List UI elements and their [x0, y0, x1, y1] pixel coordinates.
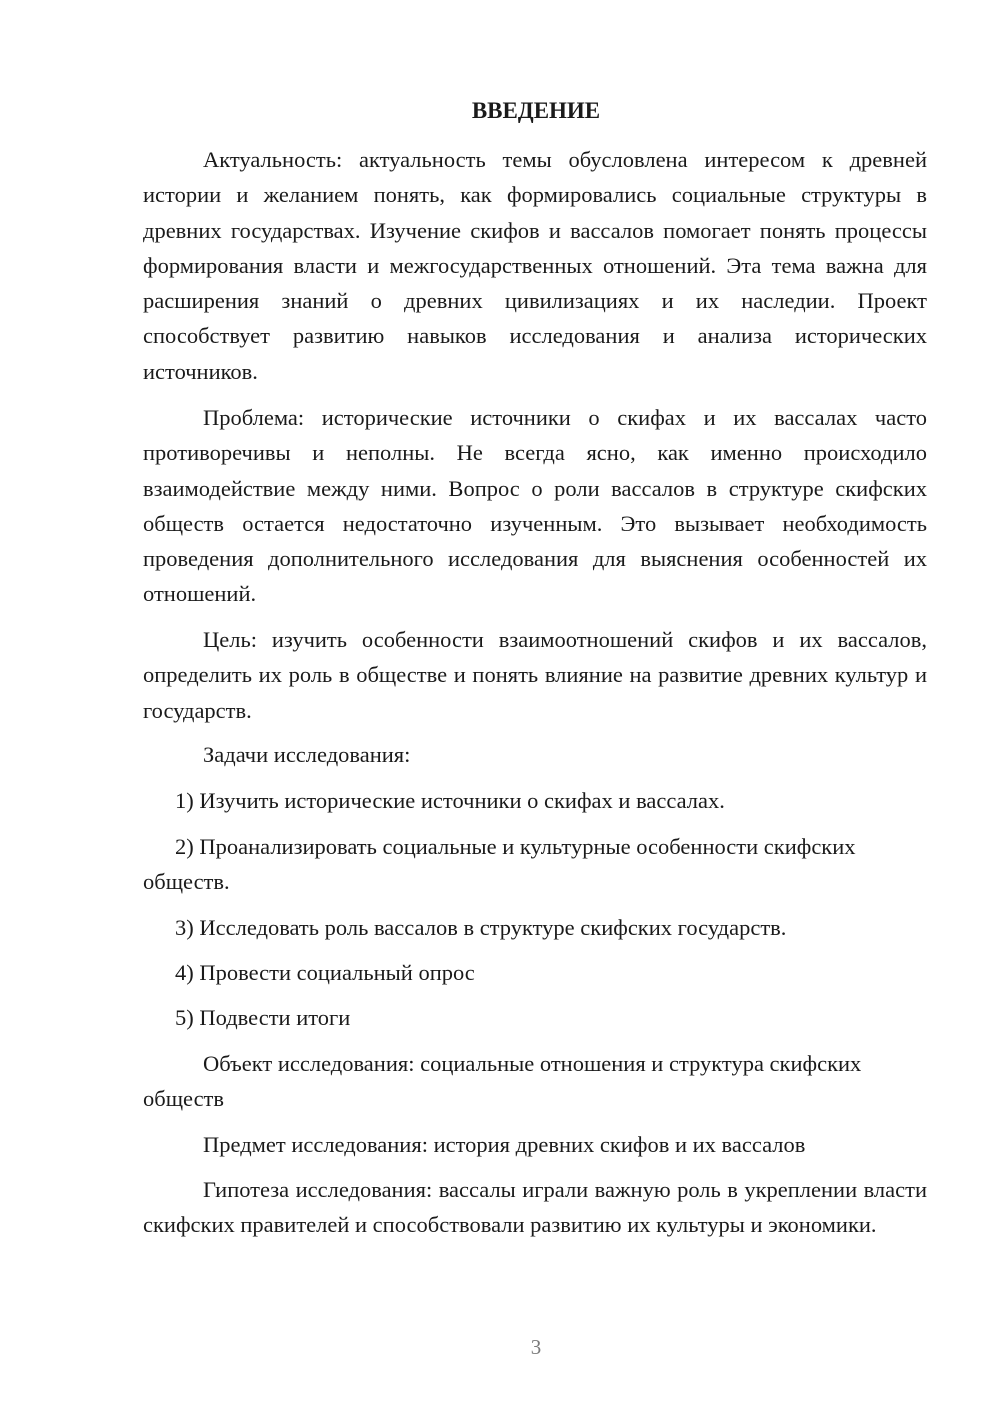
- goal-paragraph: Цель: изучить особенности взаимоотношений скифов и их вассалов, определить их роль в обществе и понять влияние на развитие древних культур и государств.: [143, 627, 927, 723]
- page-number: 3: [530, 1335, 542, 1359]
- task-item: 1) Изучить исторические источники о скифах и вассалах.: [175, 788, 725, 813]
- subject-paragraph: Предмет исследования: история древних скифов и их вассалов: [203, 1132, 806, 1157]
- relevance-paragraph: Актуальность: актуальность темы обусловлена интересом к древней истории и желанием понять, как формировались социальные структуры в древних государствах. Изучение скифов и вассалов помогает понять процессы формирования власти и межгосударственных отношений. Эта тема важна для расширения знаний о древних цивилизациях и их наследии. Проект способствует развитию навыков исследования и анализа исторических источников.: [143, 147, 927, 384]
- task-item: 4) Провести социальный опрос: [175, 960, 475, 985]
- task-item: 2) Проанализировать социальные и культурные особенности скифских обществ.: [143, 834, 856, 895]
- task-item: 5) Подвести итоги: [175, 1005, 351, 1030]
- object-paragraph: Объект исследования: социальные отношения и структура скифских обществ: [143, 1051, 862, 1112]
- hypothesis-paragraph: Гипотеза исследования: вассалы играли важную роль в укреплении власти скифских правителей и способствовали развитию их культуры и экономики.: [143, 1177, 927, 1238]
- section-heading: ВВЕДЕНИЕ: [471, 98, 601, 123]
- problem-paragraph: Проблема: исторические источники о скифах и их вассалах часто противоречивы и неполны. Не всегда ясно, как именно происходило взаимодействие между ними. Вопрос о роли вассалов в структуре скифских обществ остается недостаточно изученным. Это вызывает необходимость проведения дополнительного исследования для выяснения особенностей их отношений.: [143, 405, 927, 607]
- tasks-heading: Задачи исследования:: [203, 742, 411, 767]
- task-item: 3) Исследовать роль вассалов в структуре скифских государств.: [175, 915, 787, 940]
